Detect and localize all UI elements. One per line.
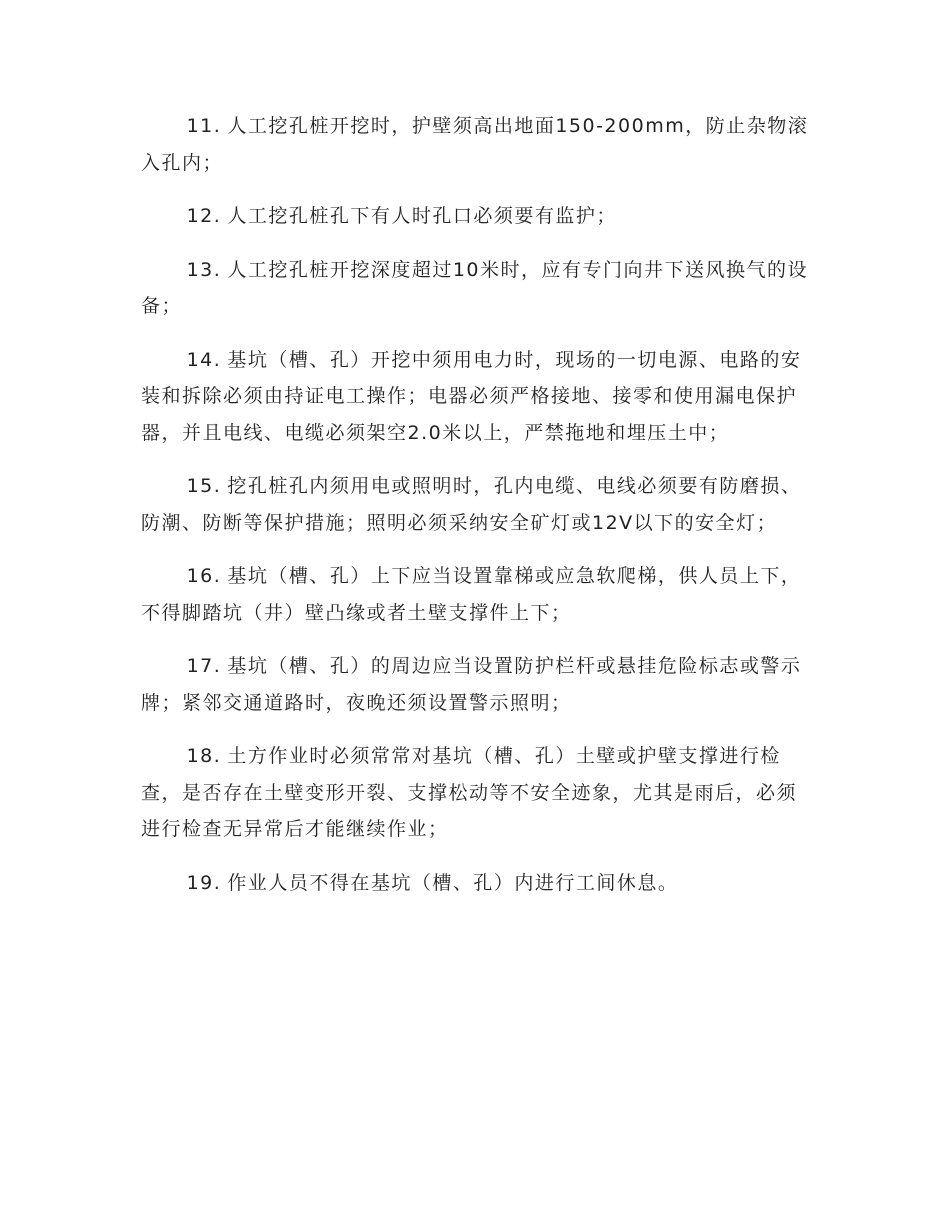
list-item xyxy=(141,648,811,721)
item-number: 15. xyxy=(186,475,222,497)
item-text: 人工挖孔桩开挖时，护壁须高出地面150-200mm，防止杂物滚入孔内； xyxy=(141,115,809,174)
item-number: 14. xyxy=(186,348,222,371)
item-text: 人工挖孔桩开挖深度超过10米时，应有专门向井下送风换气的设备； xyxy=(141,258,808,317)
item-number: 18. xyxy=(186,745,222,767)
item-number: 11. xyxy=(186,115,222,137)
item-text: 挖孔桩孔内须用电或照明时，孔内电缆、电线必须要有防磨损、防潮、防断等保护措施；照明必须采纳安全矿灯或12V以下的安全灯； xyxy=(141,475,802,534)
list-item xyxy=(141,198,811,235)
list-item xyxy=(141,865,811,902)
list-item xyxy=(141,558,811,631)
item-number: 16. xyxy=(186,565,222,587)
item-text: 土方作业时必须常常对基坑（槽、孔）土壁或护壁支撑进行检查，是否存在土壁变形开裂、支撑松动等不安全迹象，尤其是雨后，必须进行检查无异常后才能继续作业； xyxy=(141,745,798,840)
list-item xyxy=(141,738,811,848)
item-number: 19. xyxy=(186,871,222,894)
item-text: 基坑（槽、孔）上下应当设置靠梯或应急软爬梯，供人员上下，不得脚踏坑（井）壁凸缘或者土壁支撑件上下； xyxy=(141,565,802,624)
document-body xyxy=(141,108,811,918)
item-text: 基坑（槽、孔）的周边应当设置防护栏杆或悬挂危险标志或警示牌；紧邻交通道路时，夜晚还须设置警示照明； xyxy=(141,655,802,714)
item-number: 12. xyxy=(186,205,222,227)
item-text: 作业人员不得在基坑（槽、孔）内进行工间休息。 xyxy=(227,871,679,894)
item-text: 基坑（槽、孔）开挖中须用电力时，现场的一切电源、电路的安装和拆除必须由持证电工操作；电器必须严格接地、接零和使用漏电保护器，并且电线、电缆必须架空2.0米以上，严禁拖地和埋压土中； xyxy=(141,348,802,444)
item-number: 17. xyxy=(186,655,222,677)
item-number: 13. xyxy=(186,258,222,281)
item-text: 人工挖孔桩孔下有人时孔口必须要有监护； xyxy=(227,205,617,227)
list-item xyxy=(141,342,811,452)
list-item xyxy=(141,108,811,181)
list-item xyxy=(141,252,811,325)
list-item xyxy=(141,468,811,541)
